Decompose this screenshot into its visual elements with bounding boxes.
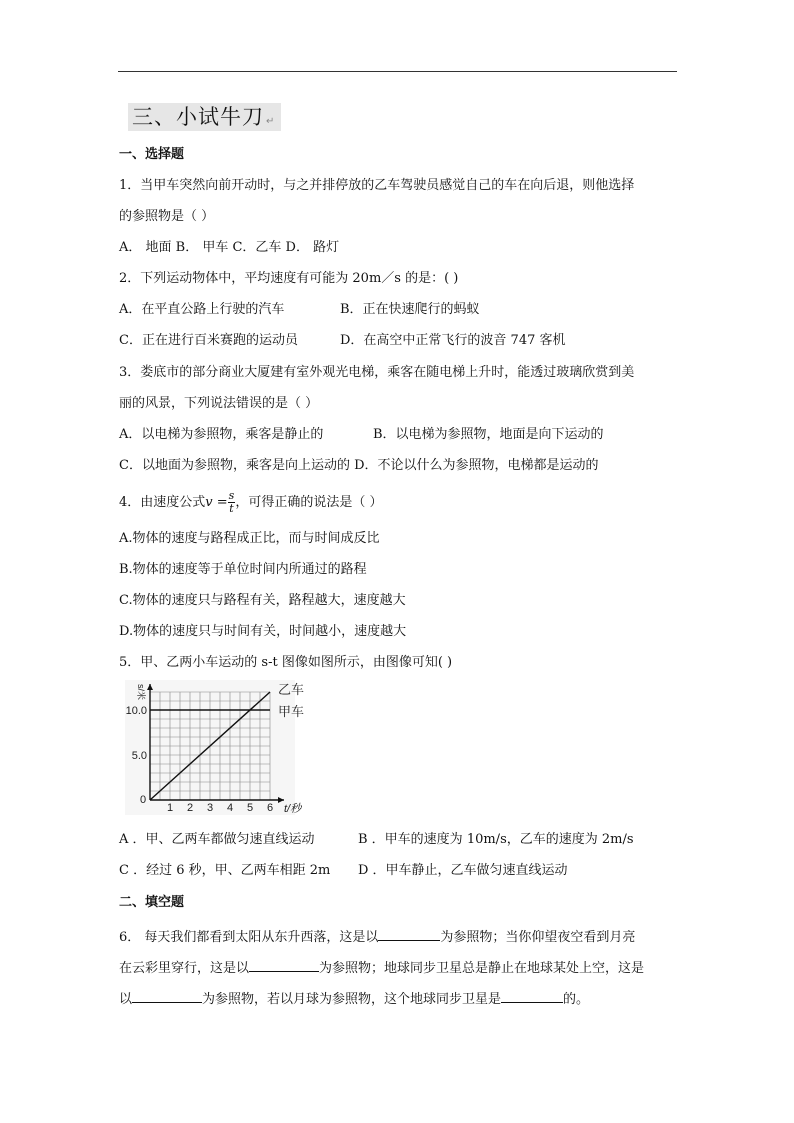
x-tick-label: 5 — [246, 802, 254, 814]
q2-stem: 2．下列运动物体中，平均速度有可能为 20m／s 的是：( ) — [119, 271, 459, 286]
q5-option-d: D ．甲车静止，乙车做匀速直线运动 — [358, 863, 568, 878]
q5-option-b: B ．甲车的速度为 10m/s，乙车的速度为 2m/s — [358, 832, 634, 847]
x-tick-label: 3 — [206, 802, 214, 814]
series-label-0: 乙车 — [278, 682, 305, 697]
q5-stem: 5．甲、乙两小车运动的 s-t 图像如图所示，由图像可知( ) — [119, 655, 453, 670]
q2-option-a: A．在平直公路上行驶的汽车 — [119, 302, 285, 317]
answer-blank-1[interactable] — [378, 926, 440, 941]
q6-text-2a: 在云彩里穿行，这是以 — [119, 961, 250, 976]
q1-stem-line1: 1．当甲车突然向前开动时，与之并排停放的乙车驾驶员感觉自己的车在向后退，则他选择 — [119, 178, 635, 193]
q1-options: A． 地面 B． 甲车 C．乙车 D． 路灯 — [119, 240, 340, 255]
formula-numerator: s — [228, 489, 235, 502]
q3-option-b: B．以电梯为参照物，地面是向下运动的 — [373, 427, 604, 442]
return-mark-icon: ↵ — [266, 116, 276, 127]
banner-title: 三、小试牛刀 — [132, 105, 264, 129]
x-tick-label: 1 — [166, 802, 174, 814]
x-tick-label: 4 — [226, 802, 234, 814]
section-banner — [128, 103, 281, 131]
q6-text-3c: 的。 — [563, 992, 590, 1007]
q1-stem-line2: 的参照物是（ ） — [119, 209, 215, 224]
q3-option-cd: C．以地面为参照物，乘客是向上运动的 D．不论以什么为参照物，电梯都是运动的 — [119, 458, 599, 473]
st-graph — [125, 680, 305, 815]
x-tick-label: 2 — [186, 802, 194, 814]
series-label-1: 甲车 — [278, 704, 305, 719]
q5-option-c: C ．经过 6 秒，甲、乙两车相距 2m — [119, 863, 331, 878]
x-axis-label: t/秒 — [284, 803, 302, 815]
y-tick-label: 10.0 — [125, 705, 147, 717]
formula-denominator: t — [229, 502, 234, 515]
q2-option-d: D．在高空中正常飞行的波音 747 客机 — [340, 333, 566, 348]
q6-text-3b: 为参照物，若以月球为参照物，这个地球同步卫星是 — [202, 992, 502, 1007]
q6-text-2b: 为参照物；地球同步卫星总是静止在地球某处上空，这是 — [319, 961, 645, 976]
q3-option-a: A．以电梯为参照物，乘客是静止的 — [119, 427, 324, 442]
answer-blank-3[interactable] — [132, 988, 202, 1003]
q3-stem-line1: 3．娄底市的部分商业大厦建有室外观光电梯，乘客在随电梯上升时，能透过玻璃欣赏到美 — [119, 365, 635, 380]
q4-option-b: B.物体的速度等于单位时间内所通过的路程 — [119, 562, 367, 577]
section-heading-fill: 二、填空题 — [119, 895, 185, 910]
x-tick-label: 6 — [266, 802, 274, 814]
q5-option-a: A ．甲、乙两车都做匀速直线运动 — [119, 832, 315, 847]
q4-stem-suffix: ，可得正确的说法是（ ） — [235, 495, 383, 510]
q6-text-1a: 6． 每天我们都看到太阳从东升西落，这是以 — [119, 930, 379, 945]
header-rule — [118, 71, 677, 72]
q4-stem — [119, 490, 382, 515]
q2-option-b: B．正在快速爬行的蚂蚁 — [340, 302, 480, 317]
q6-text-1b: 为参照物；当你仰望夜空看到月亮 — [440, 930, 636, 945]
q4-stem-prefix: 4．由速度公式 — [119, 495, 206, 510]
q6-text-3a: 以 — [119, 992, 133, 1007]
q6-line2 — [119, 957, 644, 978]
answer-blank-4[interactable] — [501, 988, 563, 1003]
q6-line1 — [119, 926, 635, 947]
formula-lhs: v = — [205, 495, 228, 510]
answer-blank-2[interactable] — [249, 957, 319, 972]
x-tick-label: 0 — [140, 794, 147, 806]
y-axis-label: s/米 — [136, 684, 146, 701]
q3-stem-line2: 丽的风景，下列说法错误的是（ ） — [119, 396, 319, 411]
q4-option-c: C.物体的速度只与路程有关，路程越大，速度越大 — [119, 593, 406, 608]
y-tick-label: 5.0 — [131, 750, 147, 762]
q4-option-d: D.物体的速度只与时间有关，时间越小，速度越大 — [119, 624, 407, 639]
q6-line3 — [119, 988, 589, 1009]
q2-option-c: C．正在进行百米赛跑的运动员 — [119, 333, 298, 348]
section-heading-choice: 一、选择题 — [119, 147, 185, 162]
q4-option-a: A.物体的速度与路程成正比，而与时间成反比 — [119, 531, 380, 546]
